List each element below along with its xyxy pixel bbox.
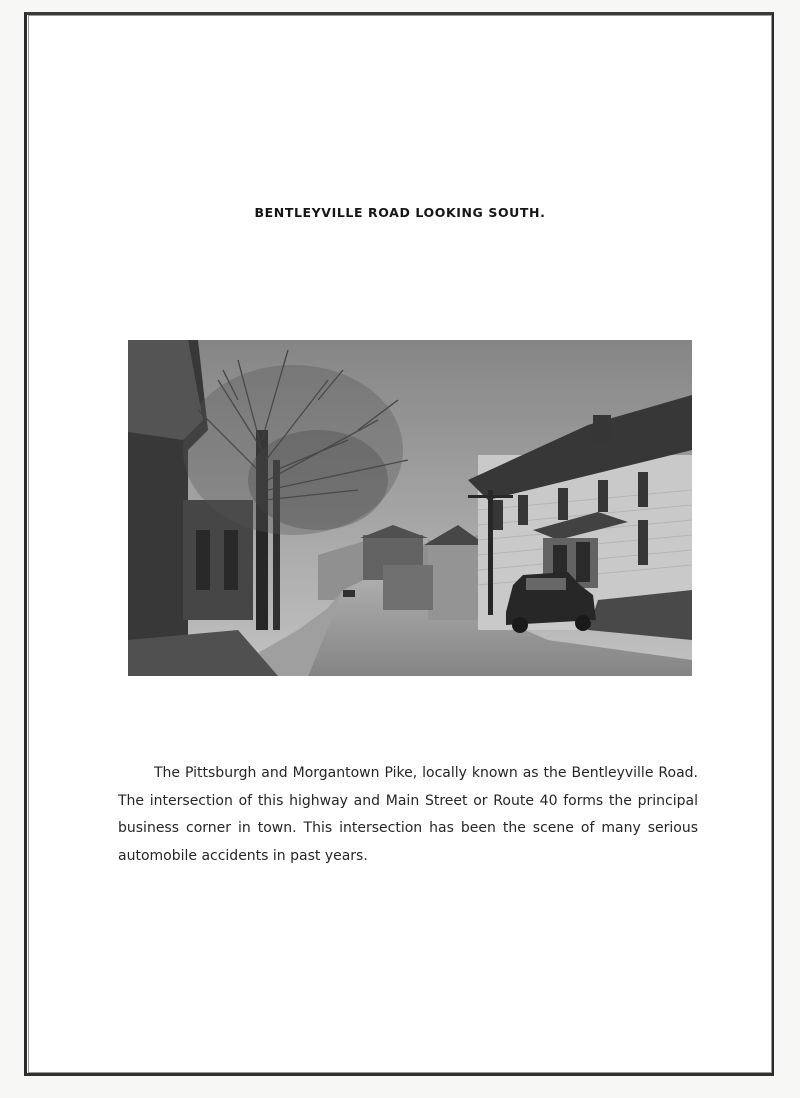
photo-caption: The Pittsburgh and Morgantown Pike, locally known as the Bentleyville Road. The intersection of this highway and Main Street or Route 40 forms the principal business corner in town. This intersection has been the scene of many serious automobile accidents in past years. — [118, 765, 698, 864]
street-photograph — [128, 340, 692, 676]
page-title: BENTLEYVILLE ROAD LOOKING SOUTH. — [254, 205, 546, 220]
